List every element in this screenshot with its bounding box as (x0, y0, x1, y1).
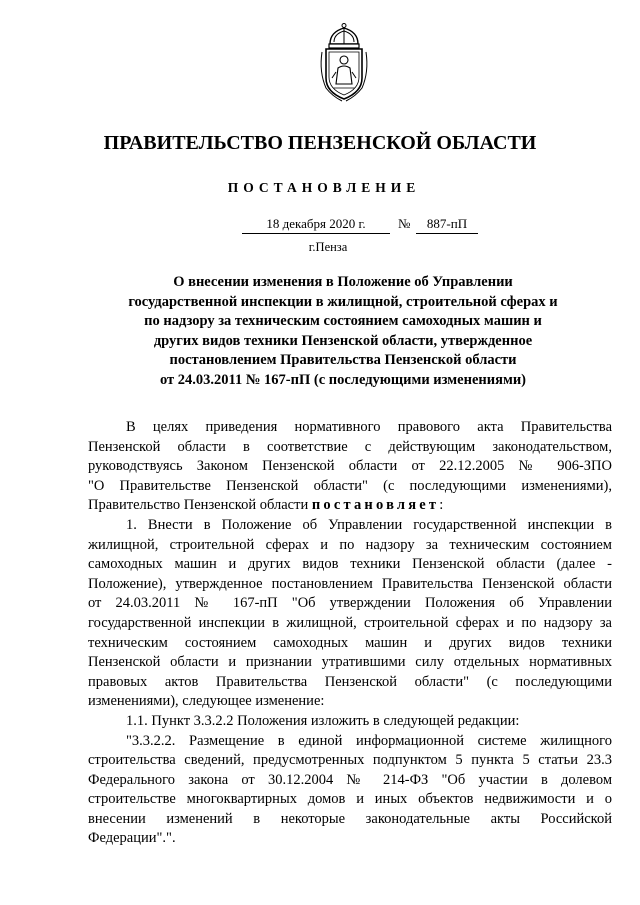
subject-line: от 24.03.2011 № 167-пП (с последующими изменениями) (159, 371, 527, 388)
body-line: 1.1. Пункт 3.3.2.2 Положения изложить в следующей редакции: (126, 712, 520, 729)
document-type: ПОСТАНОВЛЕНИЕ (227, 180, 421, 195)
city-name: г.Пенза (308, 240, 348, 254)
body-line: Федерации".". (88, 830, 176, 847)
body-line: внесении изменений в некоторые законодательные акты Российской (88, 810, 612, 827)
date-number-line (242, 216, 478, 234)
body-line: строительства сведений, предусмотренных подпунктом 5 пункта 5 статьи 23.3 (88, 752, 612, 769)
document-subject (110, 273, 576, 391)
body-text-fragment: : (439, 497, 444, 514)
body-line: государственной инспекции в жилищной, строительной сферах и по надзору за (88, 614, 612, 631)
body-line: правовых актов Правительства Пензенской области" (с последующими (88, 673, 612, 690)
body-line: техническим состоянием самоходных машин и других видов техники (88, 634, 612, 651)
government-title: ПРАВИТЕЛЬСТВО ПЕНЗЕНСКОЙ ОБЛАСТИ (103, 132, 537, 154)
body-line: жилищной, строительной сферах и по надзору за техническим состоянием (88, 536, 612, 553)
body-line: от 24.03.2011 № 167-пП "Об утверждении Положения об Управлении (88, 595, 612, 612)
body-line: строительстве многоквартирных домов и иных объектов недвижимости и о (88, 791, 612, 808)
body-text-fragment: Правительство Пензенской области (88, 497, 312, 514)
body-line: В целях приведения нормативного правового акта Правительства (126, 419, 612, 435)
body-line: Федерального закона от 30.12.2004 № 214-ФЗ "Об участии в долевом (88, 771, 612, 788)
body-line: руководствуясь Законом Пензенской области от 22.12.2005 № 906-ЗПО (88, 458, 612, 475)
body-line: 1. Внести в Положение об Управлении государственной инспекции в (126, 516, 612, 533)
subject-line: других видов техники Пензенской области, утвержденное (153, 332, 533, 349)
subject-line: по надзору за техническим состоянием самоходных машин и (144, 313, 542, 330)
coat-of-arms-icon (316, 22, 372, 102)
body-line: Положение), утвержденное постановлением Правительства Пензенской области (88, 575, 612, 592)
document-body (88, 418, 612, 849)
body-line: "3.3.2.2. Размещение в единой информационной системе жилищного (126, 732, 612, 749)
body-line: самоходных машин и других видов техники Пензенской области (далее - (88, 556, 612, 573)
body-line (88, 496, 612, 516)
body-line: Пензенской области в соответствие с действующим законодательством, (88, 438, 612, 455)
number-sign: № (398, 216, 411, 231)
document-number: 887-пП (416, 216, 478, 234)
body-line: "О Правительстве Пензенской области" (с последующими изменениями), (88, 477, 612, 494)
subject-line: государственной инспекции в жилищной, строительной сферах и (128, 293, 558, 310)
document-date: 18 декабря 2020 г. (242, 216, 390, 234)
subject-line: О внесении изменения в Положение об Управлении (173, 274, 513, 290)
resolves-word: постановляет (311, 497, 440, 514)
body-line: изменениями), следующее изменение: (88, 693, 325, 710)
body-line: Пензенской области и признании утратившими силу отдельных нормативных (88, 654, 612, 671)
subject-line: постановлением Правительства Пензенской области (169, 352, 517, 369)
